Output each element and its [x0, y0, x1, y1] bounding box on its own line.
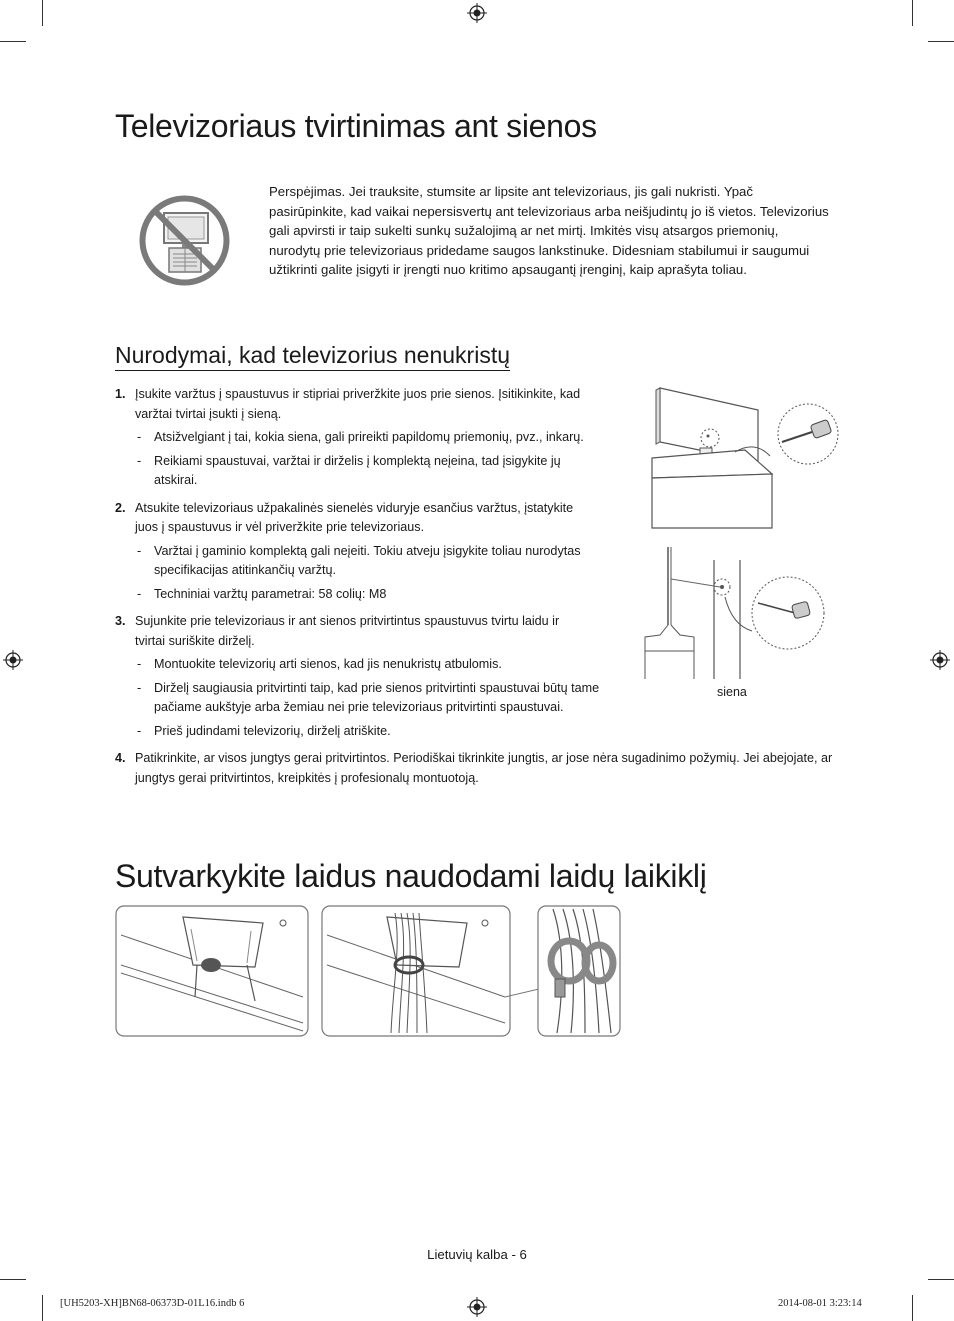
tv-clamp-illustration	[640, 380, 840, 530]
dash-bullet: -	[137, 723, 142, 738]
crop-mark	[0, 1279, 26, 1280]
page-title: Televizoriaus tvirtinimas ant sienos	[115, 108, 597, 144]
warning-text: Perspėjimas. Jei trauksite, stumsite ar lipsite ant televizoriaus, jis gali nukristi. Ypač pasirūpinkite, kad vaikai nepersisvertų ant televizoriaus arba neišjudintų jo iš vietos. Televizorius gali apvirsti ir taip sukelti sunkų sužalojimą ar net mirtį. Imkitės visų atsargos priemonių, nurodytų prie televizoriaus pridedame saugos lankstinuke. Didesniam stabilumui ir saugumui užtikrinti galite įsigyti ir įrengti nuo kritimo apsaugantį įrenginį, kaip aprašyta toliau.	[269, 184, 829, 278]
step-text: Patikrinkite, ar visos jungtys gerai pritvirtintos. Periodiškai tikrinkite jungtis, ar jose nėra sugadinimo požymių. Jei abejojate, ar jungtys gerai pritvirtintos, kreipkitės į profesionalų montuotoją.	[135, 751, 833, 785]
step-4	[115, 749, 835, 788]
cable-holder-step-2-illustration	[321, 905, 511, 1037]
print-file-info: [UH5203-XH]BN68-06373D-01L16.indb 6	[60, 1298, 245, 1309]
step-2	[115, 499, 595, 605]
crop-mark	[928, 41, 954, 42]
step-number: 2.	[115, 500, 126, 515]
registration-mark-icon	[3, 650, 23, 670]
step-1	[115, 385, 595, 491]
cable-holder-detail-illustration	[505, 905, 621, 1037]
step-note: - Techniniai varžtų parametrai: 58 colių: M8	[135, 585, 595, 605]
crop-mark	[912, 1295, 913, 1321]
step-note: - Prieš judindami televizorių, dirželį atriškite.	[135, 722, 635, 742]
step-note: - Atsižvelgiant į tai, kokia siena, gali prireikti papildomų priemonių, pvz., inkarų.	[135, 428, 595, 448]
step-text: Sujunkite prie televizoriaus ir ant sienos pritvirtintus spaustuvus tvirtu laidu ir tvirtai suriškite dirželį.	[135, 614, 560, 648]
crop-mark	[42, 0, 43, 26]
step-note: - Montuokite televizorių arti sienos, kad jis nenukristų atbulomis.	[135, 655, 635, 675]
step-note: - Varžtai į gaminio komplektą gali neįeiti. Tokiu atveju įsigykite toliau nurodytas specifikacijas atitinkančių varžtų.	[137, 543, 581, 577]
print-date-info: 2014-08-01 3:23:14	[778, 1298, 862, 1309]
crop-mark	[928, 1279, 954, 1280]
dash-bullet: -	[137, 453, 142, 468]
dash-bullet: -	[137, 680, 142, 695]
step-note: - Reikiami spaustuvai, varžtai ir dirželis į komplektą neįeina, tad įsigykite jų atskirai.	[137, 453, 561, 487]
step-number: 1.	[115, 387, 126, 401]
step-number: 3.	[115, 614, 126, 628]
step-note: - Dirželį saugiausia pritvirtinti taip, kad prie sienos pritvirtinti spaustuvai būtų tame pačiame aukštyje arba žemiau nei prie televizoriaus pritvirtinti spaustuvai.	[137, 680, 600, 714]
crop-mark	[0, 41, 26, 42]
no-climbing-warning-icon	[137, 193, 232, 288]
section-title: Sutvarkykite laidus naudodami laidų laikiklį	[115, 858, 707, 894]
dash-bullet: -	[137, 657, 142, 671]
dash-bullet: -	[137, 586, 142, 601]
registration-mark-icon	[467, 1297, 487, 1317]
crop-mark	[42, 1295, 43, 1321]
page-footer: Lietuvių kalba - 6	[427, 1247, 527, 1262]
step-text: Įsukite varžtus į spaustuvus ir stipriai priveržkite juos prie sienos. Įsitikinkite, kad varžtai tvirtai įsukti į sieną.	[135, 387, 581, 421]
registration-mark-icon	[467, 3, 487, 23]
wall-label: siena	[717, 685, 747, 699]
section-subtitle: Nurodymai, kad televizorius nenukristų	[115, 342, 510, 371]
dash-bullet: -	[137, 430, 142, 444]
dash-bullet: -	[137, 543, 142, 558]
crop-mark	[912, 0, 913, 26]
step-number: 4.	[115, 751, 126, 765]
step-text: Atsukite televizoriaus užpakalinės sienelės viduryje esančius varžtus, įstatykite juos į spaustuvus ir vėl priveržkite prie televizoriaus.	[135, 500, 574, 534]
wall-mount-illustration	[640, 545, 830, 680]
registration-mark-icon	[930, 650, 950, 670]
step-3	[115, 612, 635, 741]
cable-holder-step-1-illustration	[115, 905, 309, 1037]
